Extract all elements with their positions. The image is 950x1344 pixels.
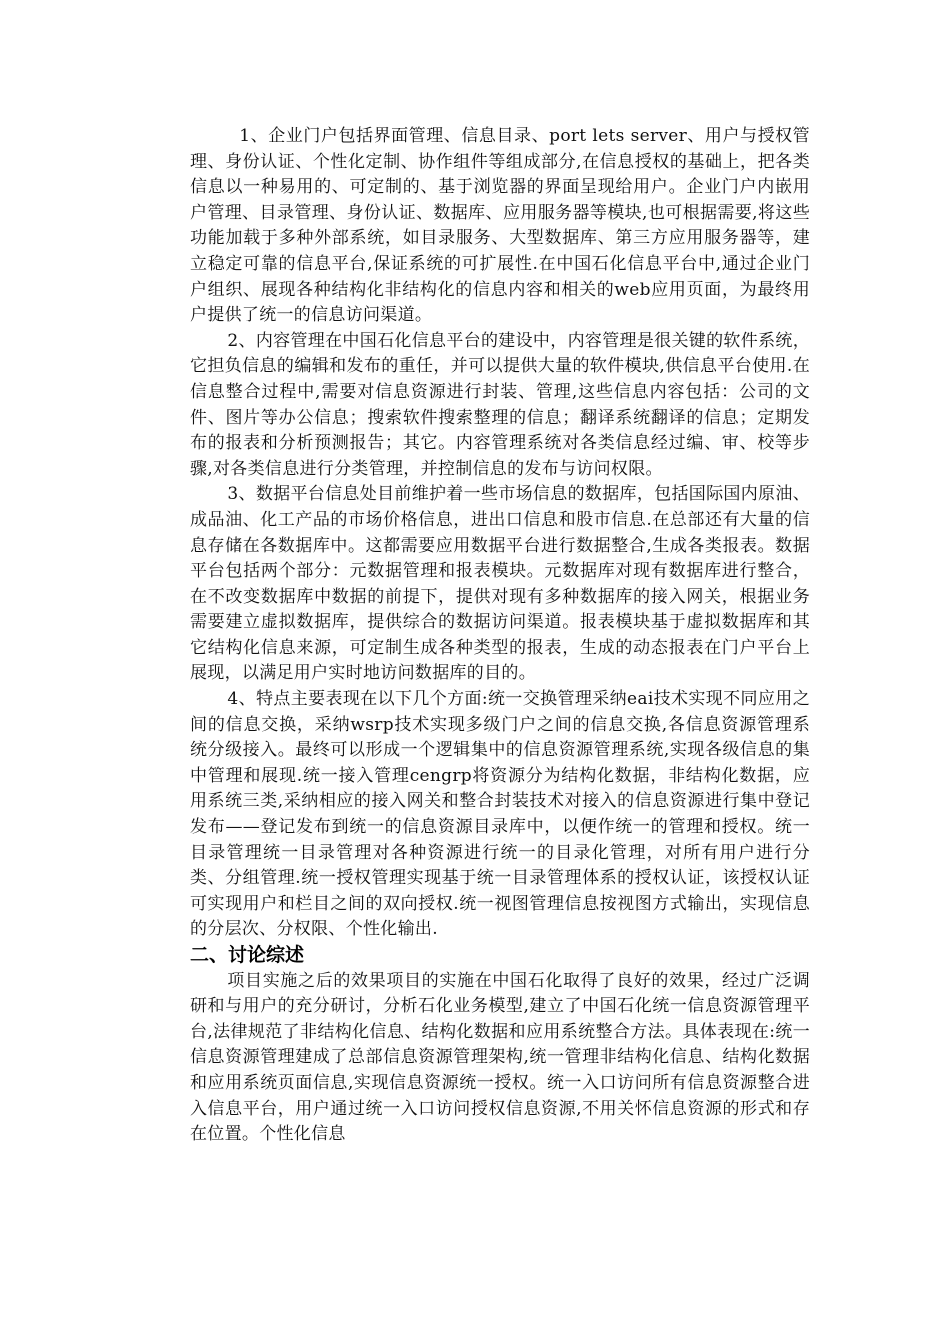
paragraph-summary: 项目实施之后的效果项目的实施在中国石化取得了良好的效果，经过广泛调研和与用户的充分研讨，分析石化业务模型,建立了中国石化统一信息资源管理平台,法律规范了非结构化信息、结构化数据和应用系统整合方法。具体表现在:统一信息资源管理建成了总部信息资源管理架构,统一管理非结构化信息、结构化数据和应用系统页面信息,实现信息资源统一授权。统一入口访问所有信息资源整合进入信息平台，用户通过统一入口访问授权信息资源,不用关怀信息资源的形式和存在位置。个性化信息	[190, 970, 810, 1145]
section-heading: 二、讨论综述	[190, 944, 305, 966]
paragraph-data-platform: 3、数据平台信息处目前维护着一些市场信息的数据库，包括国际国内原油、成品油、化工产品的市场价格信息，进出口信息和股市信息.在总部还有大量的信息存储在各数据库中。这都需要应用数据平台进行数据整合,生成各类报表。数据平台包括两个部分：元数据管理和报表模块。元数据库对现有数据库进行整合，在不改变数据库中数据的前提下，提供对现有多种数据库的接入网关，根据业务需要建立虚拟数据库，提供综合的数据访问渠道。报表模块基于虚拟数据库和其它结构化信息来源，可定制生成各种类型的报表，生成的动态报表在门户平台上展现，以满足用户实时地访问数据库的目的。	[190, 484, 810, 684]
document-body	[190, 124, 810, 1148]
paragraph-portal: 1、企业门户包括界面管理、信息目录、port lets server、用户与授权管理、身份认证、个性化定制、协作组件等组成部分,在信息授权的基础上，把各类信息以一种易用的、可定制的、基于浏览器的界面呈现给用户。企业门户内嵌用户管理、目录管理、身份认证、数据库、应用服务器等模块,也可根据需要,将这些功能加载于多种外部系统，如目录服务、大型数据库、第三方应用服务器等，建立稳定可靠的信息平台,保证系统的可扩展性.在中国石化信息平台中,通过企业门户组织、展现各种结构化非结构化的信息内容和相关的web应用页面，为最终用户提供了统一的信息访问渠道。	[190, 126, 810, 326]
paragraph-content-management: 2、内容管理在中国石化信息平台的建设中，内容管理是很关键的软件系统，它担负信息的编辑和发布的重任，并可以提供大量的软件模块,供信息平台使用.在信息整合过程中,需要对信息资源进行封装、管理,这些信息内容包括：公司的文件、图片等办公信息；搜索软件搜索整理的信息；翻译系统翻译的信息；定期发布的报表和分析预测报告；其它。内容管理系统对各类信息经过编、审、校等步骤,对各类信息进行分类管理，并控制信息的发布与访问权限。	[190, 330, 810, 479]
paragraph-features: 4、特点主要表现在以下几个方面:统一交换管理采纳eai技术实现不同应用之间的信息交换，采纳wsrp技术实现多级门户之间的信息交换,各信息资源管理系统分级接入。最终可以形成一个逻辑集中的信息资源管理系统,实现各级信息的集中管理和展现.统一接入管理cengrp将资源分为结构化数据，非结构化数据，应用系统三类,采纳相应的接入网关和整合封装技术对接入的信息资源进行集中登记发布——登记发布到统一的信息资源目录库中，以便作统一的管理和授权。统一目录管理统一目录管理对各种资源进行统一的目录化管理，对所有用户进行分类、分组管理.统一授权管理实现基于统一目录管理体系的授权认证，该授权认证可实现用户和栏目之间的双向授权.统一视图管理信息按视图方式输出，实现信息的分层次、分权限、个性化输出.	[190, 689, 810, 940]
